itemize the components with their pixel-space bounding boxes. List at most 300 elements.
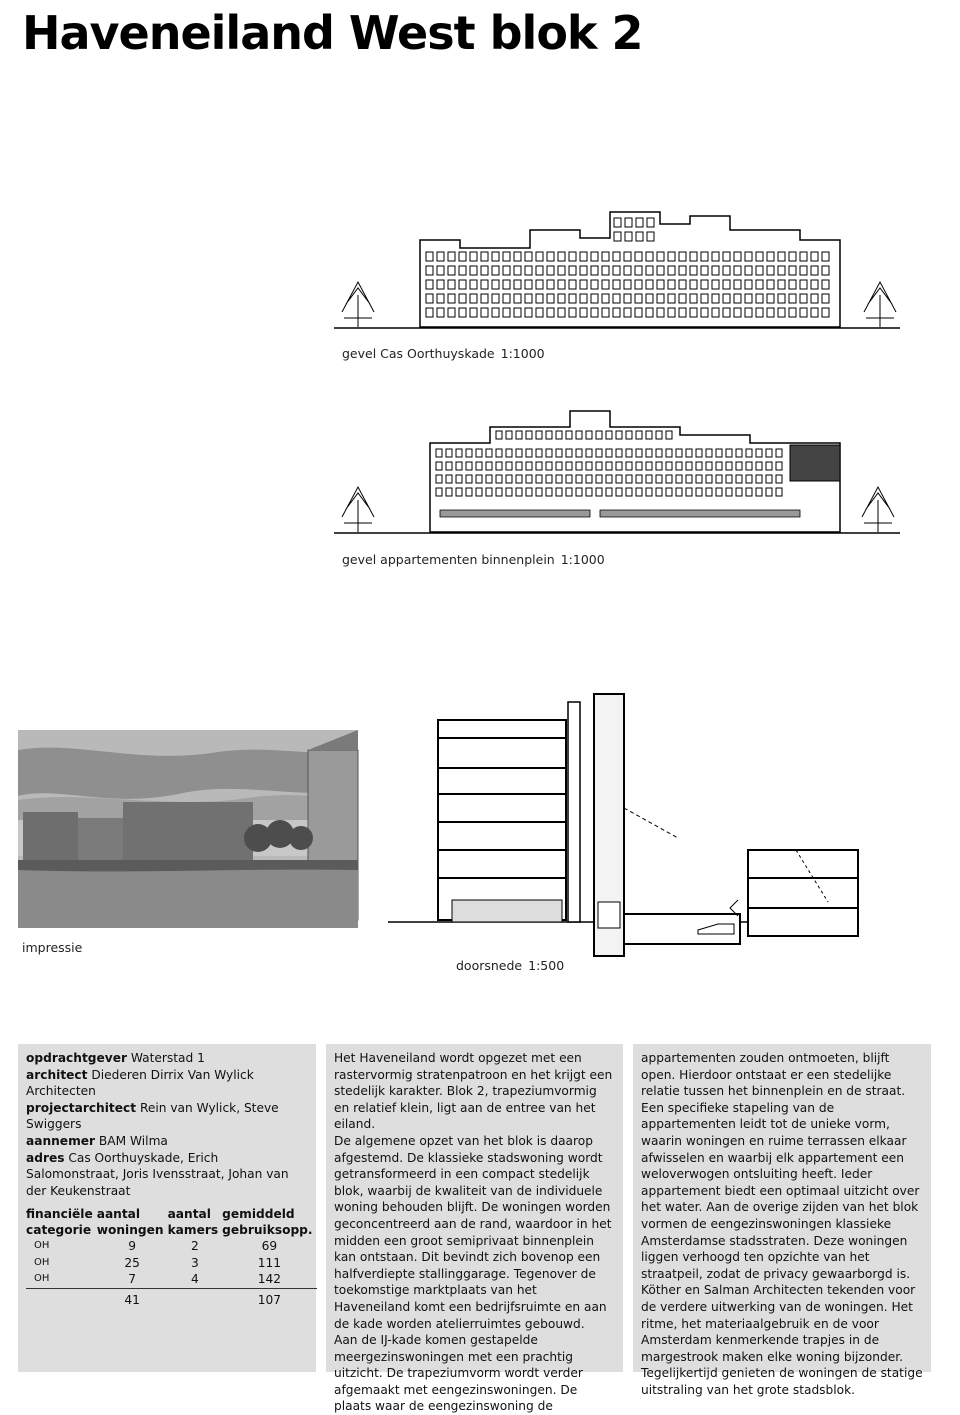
window bbox=[635, 294, 642, 303]
window bbox=[437, 308, 444, 317]
tree-right-2 bbox=[862, 487, 894, 532]
window bbox=[767, 266, 774, 275]
window bbox=[734, 266, 741, 275]
window bbox=[576, 431, 582, 439]
window bbox=[636, 488, 642, 496]
window bbox=[734, 280, 741, 289]
info-project-architect-value: Rein van Wylick, Steve Swiggers bbox=[26, 1100, 279, 1132]
window bbox=[679, 294, 686, 303]
text-panel-1 bbox=[326, 1044, 623, 1414]
window bbox=[536, 252, 543, 261]
info-project-architect-label: projectarchitect bbox=[26, 1100, 137, 1115]
window bbox=[696, 449, 702, 457]
window bbox=[789, 266, 796, 275]
window bbox=[496, 462, 502, 470]
window bbox=[766, 449, 772, 457]
row-category: OH bbox=[34, 1240, 50, 1252]
window bbox=[536, 449, 542, 457]
window bbox=[506, 475, 512, 483]
window bbox=[822, 266, 829, 275]
window bbox=[525, 280, 532, 289]
window bbox=[558, 294, 565, 303]
window bbox=[626, 488, 632, 496]
window bbox=[811, 308, 818, 317]
window bbox=[701, 280, 708, 289]
window bbox=[696, 475, 702, 483]
window bbox=[514, 266, 521, 275]
window bbox=[712, 252, 719, 261]
window bbox=[800, 294, 807, 303]
window bbox=[646, 294, 653, 303]
window bbox=[756, 475, 762, 483]
window bbox=[726, 488, 732, 496]
window bbox=[811, 280, 818, 289]
window bbox=[459, 252, 466, 261]
info-address-label: adres bbox=[26, 1150, 65, 1165]
window bbox=[566, 462, 572, 470]
window bbox=[756, 488, 762, 496]
window bbox=[734, 294, 741, 303]
window bbox=[800, 252, 807, 261]
window bbox=[602, 252, 609, 261]
window bbox=[723, 294, 730, 303]
window bbox=[437, 252, 444, 261]
window bbox=[657, 308, 664, 317]
window bbox=[536, 280, 543, 289]
window bbox=[546, 488, 552, 496]
window bbox=[426, 280, 433, 289]
window bbox=[536, 308, 543, 317]
window bbox=[606, 431, 612, 439]
window bbox=[606, 488, 612, 496]
caption-elevation-2-label: gevel appartementen binnenplein bbox=[342, 552, 555, 567]
window bbox=[459, 294, 466, 303]
window bbox=[646, 280, 653, 289]
window bbox=[466, 475, 472, 483]
window bbox=[526, 449, 532, 457]
window bbox=[626, 449, 632, 457]
window bbox=[558, 266, 565, 275]
window bbox=[646, 431, 652, 439]
window bbox=[496, 488, 502, 496]
window bbox=[547, 308, 554, 317]
info-architect-label: architect bbox=[26, 1067, 88, 1082]
window bbox=[734, 308, 741, 317]
total-area: 107 bbox=[222, 1288, 316, 1308]
window bbox=[723, 280, 730, 289]
window bbox=[776, 475, 782, 483]
window bbox=[756, 308, 763, 317]
window bbox=[657, 266, 664, 275]
table-row bbox=[26, 1255, 317, 1272]
window bbox=[436, 462, 442, 470]
window bbox=[679, 252, 686, 261]
window bbox=[436, 475, 442, 483]
window bbox=[536, 488, 542, 496]
window bbox=[778, 308, 785, 317]
window bbox=[591, 252, 598, 261]
window bbox=[503, 280, 510, 289]
window bbox=[558, 280, 565, 289]
total-spacer bbox=[168, 1288, 223, 1308]
window bbox=[646, 475, 652, 483]
window bbox=[657, 252, 664, 261]
header-category-line2: categorie bbox=[26, 1222, 92, 1237]
impression-image bbox=[18, 730, 358, 928]
window bbox=[716, 475, 722, 483]
window bbox=[569, 266, 576, 275]
window bbox=[646, 462, 652, 470]
window bbox=[726, 475, 732, 483]
window bbox=[613, 252, 620, 261]
elevation-drawing-cas-oorthuyskade bbox=[330, 200, 910, 340]
window bbox=[636, 431, 642, 439]
window bbox=[466, 449, 472, 457]
window bbox=[690, 266, 697, 275]
window bbox=[459, 266, 466, 275]
text-panel-2 bbox=[633, 1044, 931, 1397]
window bbox=[736, 475, 742, 483]
window bbox=[580, 252, 587, 261]
window bbox=[569, 280, 576, 289]
total-spacer bbox=[26, 1288, 97, 1308]
window bbox=[646, 449, 652, 457]
header-category bbox=[26, 1207, 97, 1238]
window bbox=[503, 252, 510, 261]
window bbox=[526, 475, 532, 483]
window bbox=[586, 431, 592, 439]
window bbox=[657, 280, 664, 289]
window bbox=[666, 488, 672, 496]
window bbox=[636, 218, 643, 227]
caption-impression: impressie bbox=[22, 940, 83, 955]
elevation-drawing-binnenplein bbox=[330, 405, 910, 545]
window bbox=[614, 218, 621, 227]
row-area: 111 bbox=[257, 1255, 281, 1270]
window bbox=[547, 252, 554, 261]
window bbox=[745, 280, 752, 289]
row-rooms: 4 bbox=[190, 1272, 199, 1287]
window bbox=[624, 280, 631, 289]
window bbox=[602, 266, 609, 275]
window bbox=[800, 266, 807, 275]
window bbox=[486, 475, 492, 483]
window bbox=[679, 266, 686, 275]
window bbox=[492, 294, 499, 303]
window bbox=[503, 294, 510, 303]
table-row bbox=[26, 1238, 317, 1255]
window bbox=[701, 266, 708, 275]
window bbox=[636, 232, 643, 241]
window bbox=[576, 488, 582, 496]
row-category: OH bbox=[34, 1273, 50, 1285]
window bbox=[696, 462, 702, 470]
window bbox=[586, 449, 592, 457]
window bbox=[566, 431, 572, 439]
window bbox=[776, 449, 782, 457]
window bbox=[446, 475, 452, 483]
window bbox=[767, 252, 774, 261]
window bbox=[811, 294, 818, 303]
paragraph: Aan de IJ-kade komen gestapelde meergezinswoningen met een prachtig uitzicht. De trapeziumvorm wordt verder afgemaakt met eengezinswoningen. De plaats waar de eengezinswoning de bbox=[334, 1333, 583, 1414]
window bbox=[566, 488, 572, 496]
window bbox=[525, 252, 532, 261]
window bbox=[647, 218, 654, 227]
window bbox=[625, 218, 632, 227]
window bbox=[686, 488, 692, 496]
window bbox=[525, 266, 532, 275]
window bbox=[706, 475, 712, 483]
window bbox=[437, 294, 444, 303]
window bbox=[613, 280, 620, 289]
window bbox=[546, 475, 552, 483]
window bbox=[616, 488, 622, 496]
window bbox=[506, 488, 512, 496]
window bbox=[586, 475, 592, 483]
info-architect-value: Diederen Dirrix Van Wylick Architecten bbox=[26, 1067, 254, 1099]
window bbox=[767, 294, 774, 303]
window bbox=[800, 308, 807, 317]
window bbox=[822, 280, 829, 289]
window bbox=[580, 280, 587, 289]
window bbox=[647, 232, 654, 241]
window bbox=[668, 308, 675, 317]
row-category: OH bbox=[34, 1256, 50, 1268]
window bbox=[726, 449, 732, 457]
window bbox=[789, 280, 796, 289]
header-dwellings-line1: aantal bbox=[96, 1207, 141, 1222]
window bbox=[486, 462, 492, 470]
window bbox=[481, 294, 488, 303]
window bbox=[726, 462, 732, 470]
window bbox=[448, 252, 455, 261]
header-rooms-line1: aantal bbox=[167, 1207, 211, 1222]
window bbox=[616, 449, 622, 457]
info-address-value: Cas Oorthuyskade, Erich Salomonstraat, Joris Ivensstraat, Johan van der Keukenstraat bbox=[26, 1150, 289, 1198]
window bbox=[656, 488, 662, 496]
window bbox=[767, 308, 774, 317]
window bbox=[596, 431, 602, 439]
window bbox=[596, 488, 602, 496]
window bbox=[525, 308, 532, 317]
window bbox=[625, 232, 632, 241]
window bbox=[656, 431, 662, 439]
window bbox=[506, 449, 512, 457]
window bbox=[789, 294, 796, 303]
window bbox=[448, 280, 455, 289]
window bbox=[426, 308, 433, 317]
window bbox=[778, 280, 785, 289]
caption-elevation-1 bbox=[342, 346, 545, 361]
window bbox=[811, 266, 818, 275]
tree-left bbox=[342, 282, 374, 327]
window bbox=[426, 252, 433, 261]
header-dwellings-line2: woningen bbox=[96, 1222, 164, 1237]
window bbox=[606, 449, 612, 457]
window bbox=[736, 488, 742, 496]
window bbox=[778, 266, 785, 275]
window bbox=[616, 475, 622, 483]
window bbox=[459, 280, 466, 289]
section-drawing bbox=[388, 690, 868, 962]
window bbox=[679, 308, 686, 317]
window bbox=[591, 266, 598, 275]
window bbox=[635, 280, 642, 289]
units-table bbox=[26, 1207, 317, 1308]
caption-section-scale: 1:500 bbox=[528, 958, 565, 973]
window bbox=[789, 252, 796, 261]
window bbox=[616, 462, 622, 470]
window bbox=[591, 308, 598, 317]
window bbox=[745, 266, 752, 275]
row-dwellings: 9 bbox=[128, 1239, 137, 1254]
window bbox=[756, 280, 763, 289]
window bbox=[506, 462, 512, 470]
window bbox=[636, 475, 642, 483]
window bbox=[746, 462, 752, 470]
window bbox=[624, 294, 631, 303]
window bbox=[569, 252, 576, 261]
window bbox=[586, 462, 592, 470]
window bbox=[481, 308, 488, 317]
window bbox=[712, 266, 719, 275]
row-area: 69 bbox=[261, 1239, 278, 1254]
window bbox=[624, 266, 631, 275]
window bbox=[516, 462, 522, 470]
window bbox=[776, 462, 782, 470]
window bbox=[636, 462, 642, 470]
window bbox=[822, 252, 829, 261]
window bbox=[476, 449, 482, 457]
window bbox=[456, 488, 462, 496]
window bbox=[613, 294, 620, 303]
window bbox=[822, 294, 829, 303]
window bbox=[536, 294, 543, 303]
window bbox=[766, 462, 772, 470]
window bbox=[646, 266, 653, 275]
window bbox=[746, 488, 752, 496]
window bbox=[492, 252, 499, 261]
window bbox=[668, 280, 675, 289]
window bbox=[586, 488, 592, 496]
table-total-row bbox=[26, 1288, 317, 1308]
window bbox=[666, 475, 672, 483]
header-area-line2: gebruiksopp. bbox=[222, 1222, 313, 1237]
window bbox=[437, 280, 444, 289]
window bbox=[481, 280, 488, 289]
window bbox=[456, 475, 462, 483]
window bbox=[591, 294, 598, 303]
window bbox=[486, 449, 492, 457]
window bbox=[766, 488, 772, 496]
window bbox=[776, 488, 782, 496]
window bbox=[481, 252, 488, 261]
info-project-architect bbox=[26, 1100, 308, 1133]
window bbox=[778, 294, 785, 303]
window bbox=[547, 280, 554, 289]
window bbox=[596, 449, 602, 457]
window bbox=[635, 266, 642, 275]
window bbox=[745, 294, 752, 303]
window bbox=[690, 280, 697, 289]
paragraph: Het Haveneiland wordt opgezet met een rastervormig stratenpatroon en het krijgt een stedelijk karakter. Blok 2, trapeziumvormig en relatief klein, ligt aan de entree van het eiland. bbox=[334, 1051, 613, 1132]
window bbox=[656, 475, 662, 483]
info-contractor bbox=[26, 1133, 308, 1150]
window bbox=[686, 449, 692, 457]
window bbox=[516, 475, 522, 483]
window bbox=[734, 252, 741, 261]
window bbox=[591, 280, 598, 289]
window bbox=[426, 266, 433, 275]
window bbox=[492, 280, 499, 289]
window bbox=[626, 431, 632, 439]
window bbox=[470, 308, 477, 317]
window bbox=[446, 488, 452, 496]
header-area bbox=[222, 1207, 316, 1238]
window bbox=[492, 308, 499, 317]
window bbox=[676, 462, 682, 470]
window bbox=[547, 294, 554, 303]
window bbox=[486, 488, 492, 496]
window bbox=[701, 294, 708, 303]
caption-elevation-2 bbox=[342, 552, 605, 567]
window bbox=[466, 488, 472, 496]
window bbox=[614, 232, 621, 241]
window bbox=[496, 431, 502, 439]
window bbox=[746, 449, 752, 457]
window bbox=[636, 449, 642, 457]
window bbox=[481, 266, 488, 275]
window bbox=[676, 449, 682, 457]
window bbox=[496, 475, 502, 483]
window bbox=[624, 308, 631, 317]
window bbox=[686, 475, 692, 483]
window bbox=[666, 431, 672, 439]
window bbox=[746, 475, 752, 483]
window bbox=[706, 462, 712, 470]
window bbox=[436, 449, 442, 457]
window bbox=[580, 266, 587, 275]
window bbox=[723, 252, 730, 261]
window bbox=[696, 488, 702, 496]
info-client-label: opdrachtgever bbox=[26, 1051, 127, 1065]
total-dwellings: 41 bbox=[97, 1288, 168, 1308]
window bbox=[712, 308, 719, 317]
window bbox=[646, 308, 653, 317]
window bbox=[690, 308, 697, 317]
window bbox=[426, 294, 433, 303]
window bbox=[569, 308, 576, 317]
window bbox=[701, 308, 708, 317]
window bbox=[536, 462, 542, 470]
page-title: Haveneiland West blok 2 bbox=[22, 6, 643, 60]
row-rooms: 3 bbox=[190, 1255, 199, 1270]
window bbox=[679, 280, 686, 289]
window bbox=[624, 252, 631, 261]
window bbox=[448, 294, 455, 303]
window bbox=[767, 280, 774, 289]
window bbox=[756, 266, 763, 275]
window bbox=[558, 308, 565, 317]
window bbox=[556, 475, 562, 483]
caption-elevation-1-scale: 1:1000 bbox=[500, 346, 545, 361]
window bbox=[456, 449, 462, 457]
window bbox=[448, 266, 455, 275]
window bbox=[656, 449, 662, 457]
window bbox=[635, 252, 642, 261]
units-table-header bbox=[26, 1207, 317, 1238]
window bbox=[657, 294, 664, 303]
